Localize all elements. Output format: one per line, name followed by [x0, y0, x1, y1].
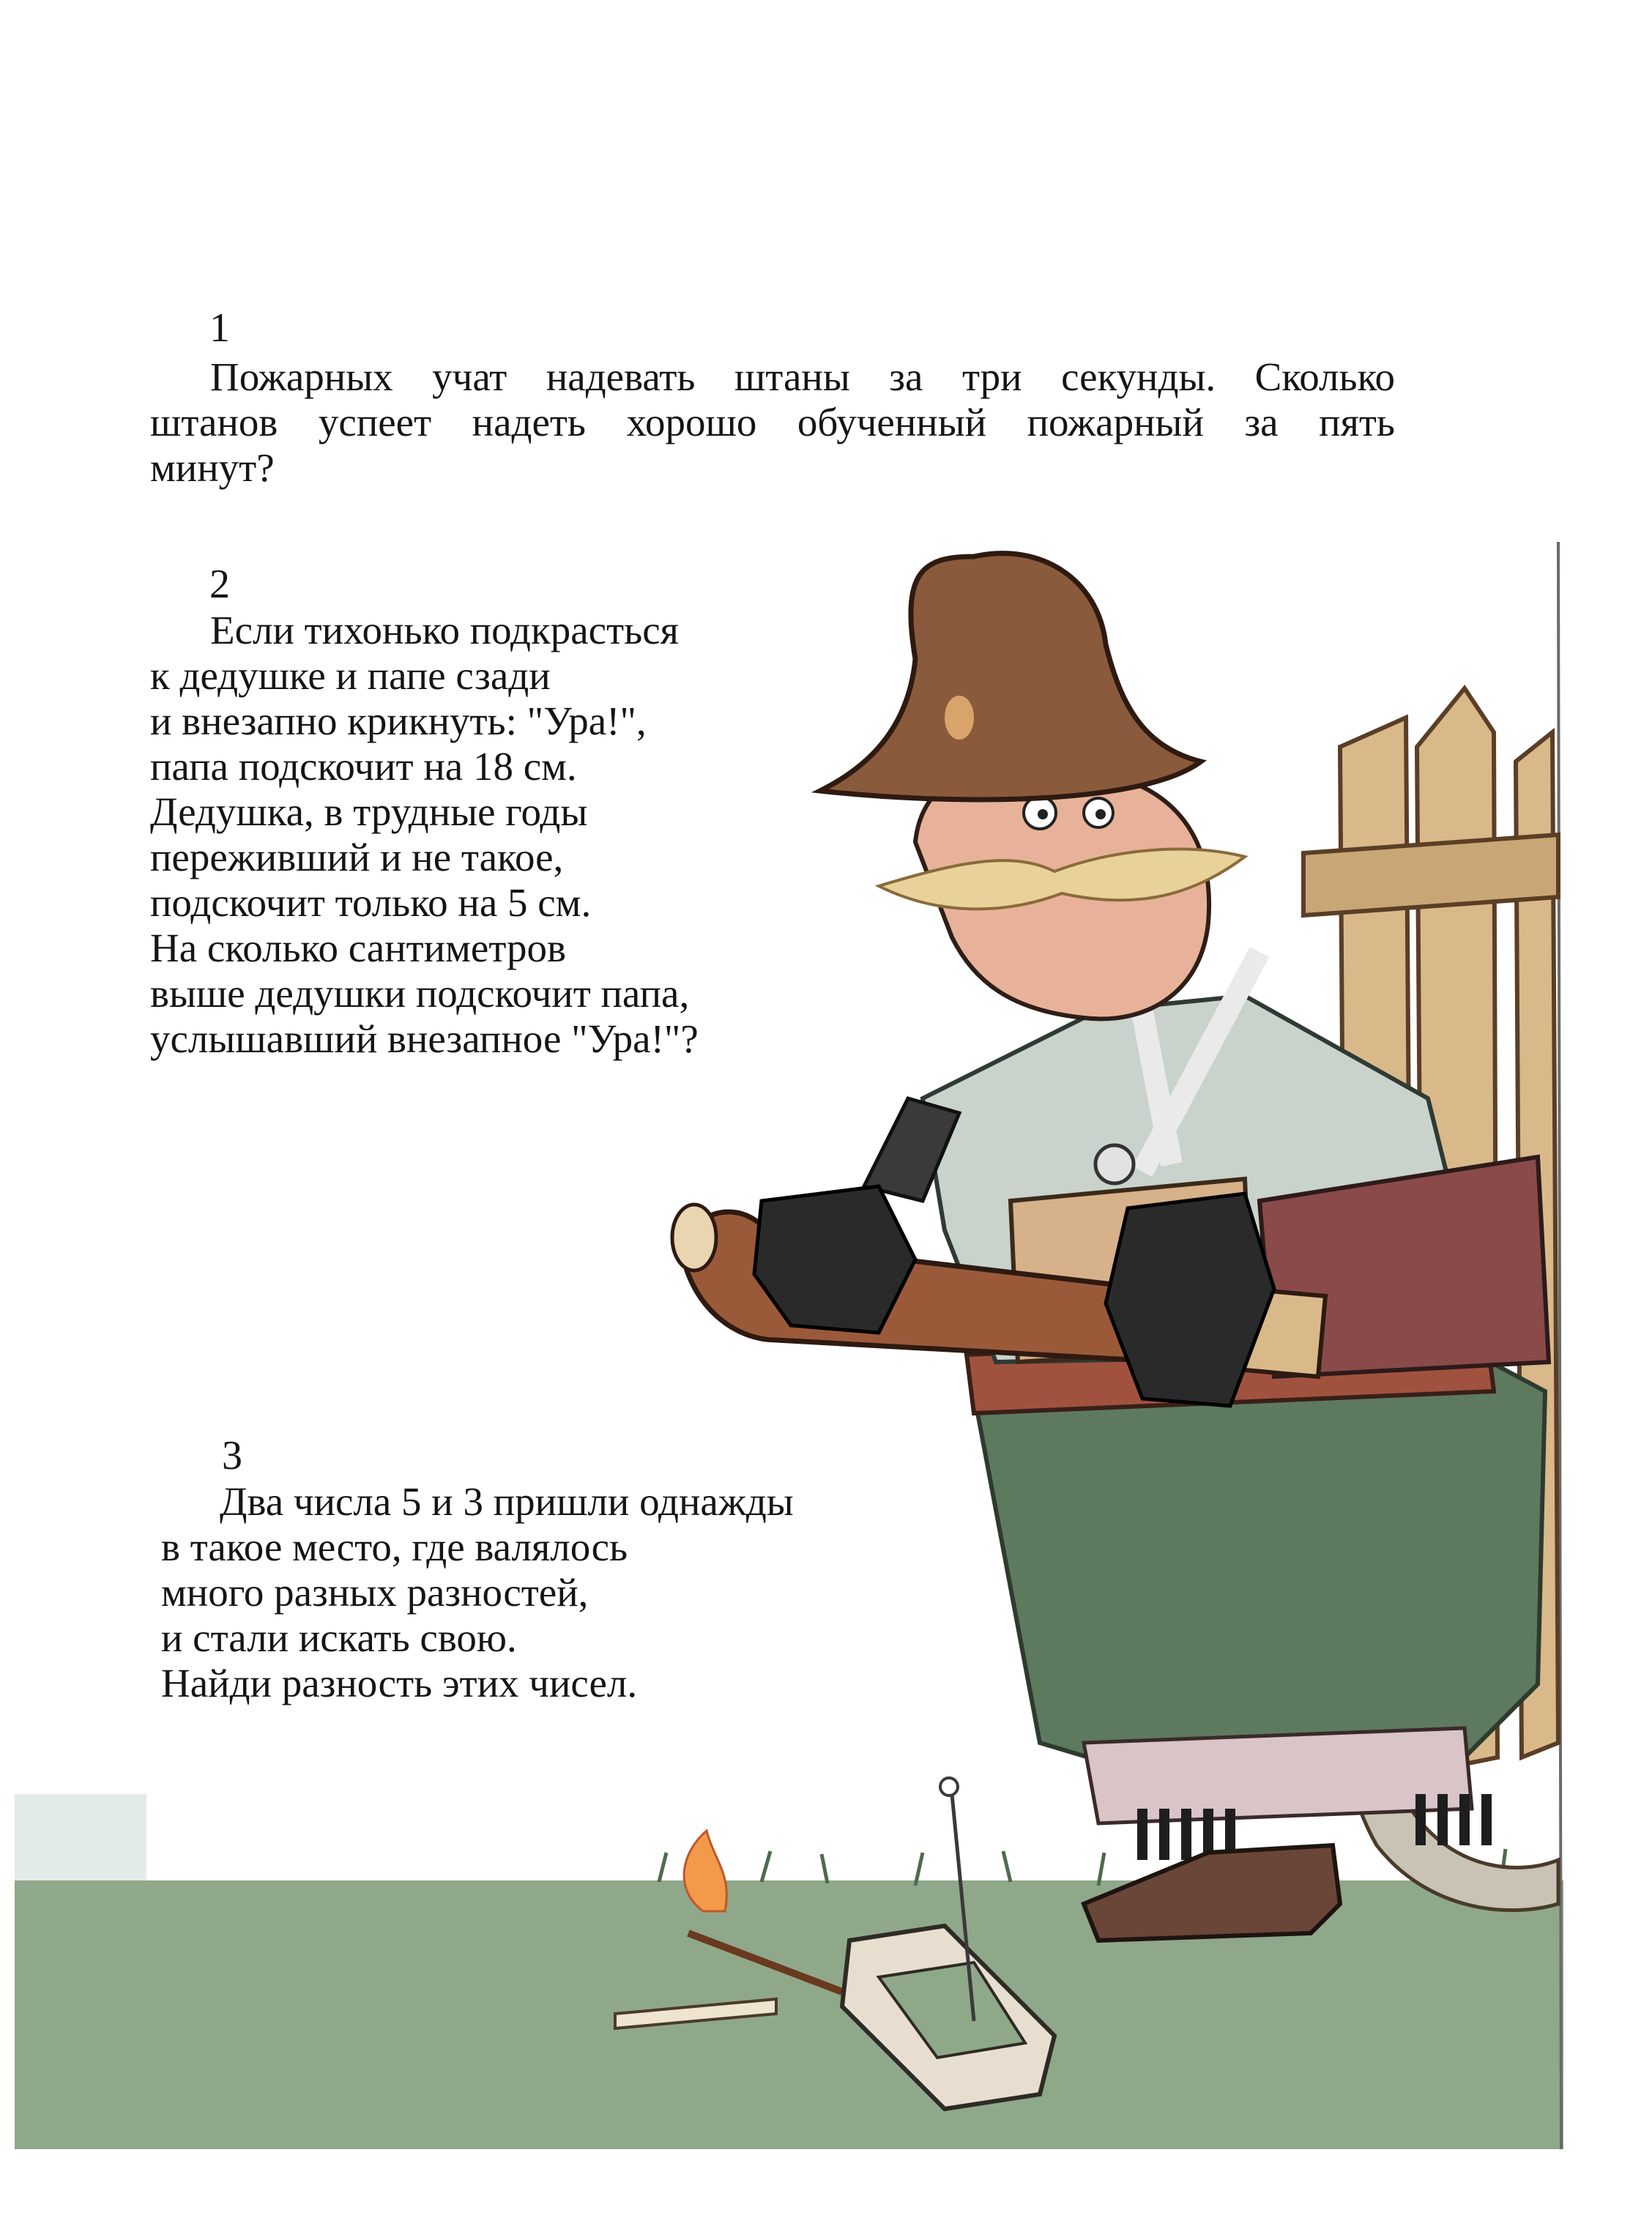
problem-2-line: Дедушка, в трудные годы — [150, 789, 588, 834]
suspender-buckle — [1095, 1145, 1134, 1183]
problem-1-line: штанов успеет надеть хорошо обученный пожарный за пять — [150, 400, 1395, 444]
problem-2-line: услышавший внезапное "Ура!"? — [150, 1016, 699, 1061]
problem-2-line: и внезапно крикнуть: "Ура!", — [150, 699, 647, 743]
problem-3-number: 3 — [222, 1433, 242, 1478]
sky-patch — [15, 1794, 146, 1880]
match-head-loop — [940, 1778, 958, 1796]
pupil-left — [1038, 809, 1048, 819]
match-flame — [684, 1831, 726, 1911]
pupil-right — [1095, 809, 1106, 819]
grass-blades — [659, 1849, 1506, 1886]
problem-2-line: выше дедушки подскочит папа, — [150, 971, 690, 1016]
problem-3-line: Найди разность этих чисел. — [161, 1661, 638, 1705]
glove-left — [754, 1186, 915, 1333]
boot — [1084, 1845, 1340, 1940]
problem-3-line: в такое место, где валялось — [161, 1525, 628, 1569]
helmet-badge — [945, 696, 974, 740]
problem-2-line: переживший и не такое, — [150, 835, 564, 879]
problem-1-line: минут? — [150, 445, 275, 490]
problem-2-number: 2 — [209, 562, 230, 607]
problem-2-line: к дедушке и папе сзади — [150, 653, 551, 698]
problem-3-line: много разных разностей, — [161, 1570, 589, 1615]
problem-3-line: Два числа 5 и 3 пришли однажды — [220, 1479, 794, 1524]
problem-3-text — [161, 1479, 937, 1706]
problem-1-line: Пожарных учат надевать штаны за три секунды. Сколько — [210, 354, 1395, 399]
problem-2-line: Если тихонько подкрасться — [210, 608, 679, 652]
problem-2-line: подскочит только на 5 см. — [150, 880, 592, 925]
problem-2-line: папа подскочит на 18 см. — [150, 744, 577, 789]
grass-ground — [15, 1880, 1563, 2149]
problem-1-number: 1 — [209, 305, 230, 351]
nozzle-tip — [672, 1205, 716, 1270]
problem-2-line: На сколько сантиметров — [150, 926, 566, 970]
problem-3-line: и стали искать свою. — [161, 1615, 517, 1660]
fire-helmet — [820, 554, 1201, 800]
